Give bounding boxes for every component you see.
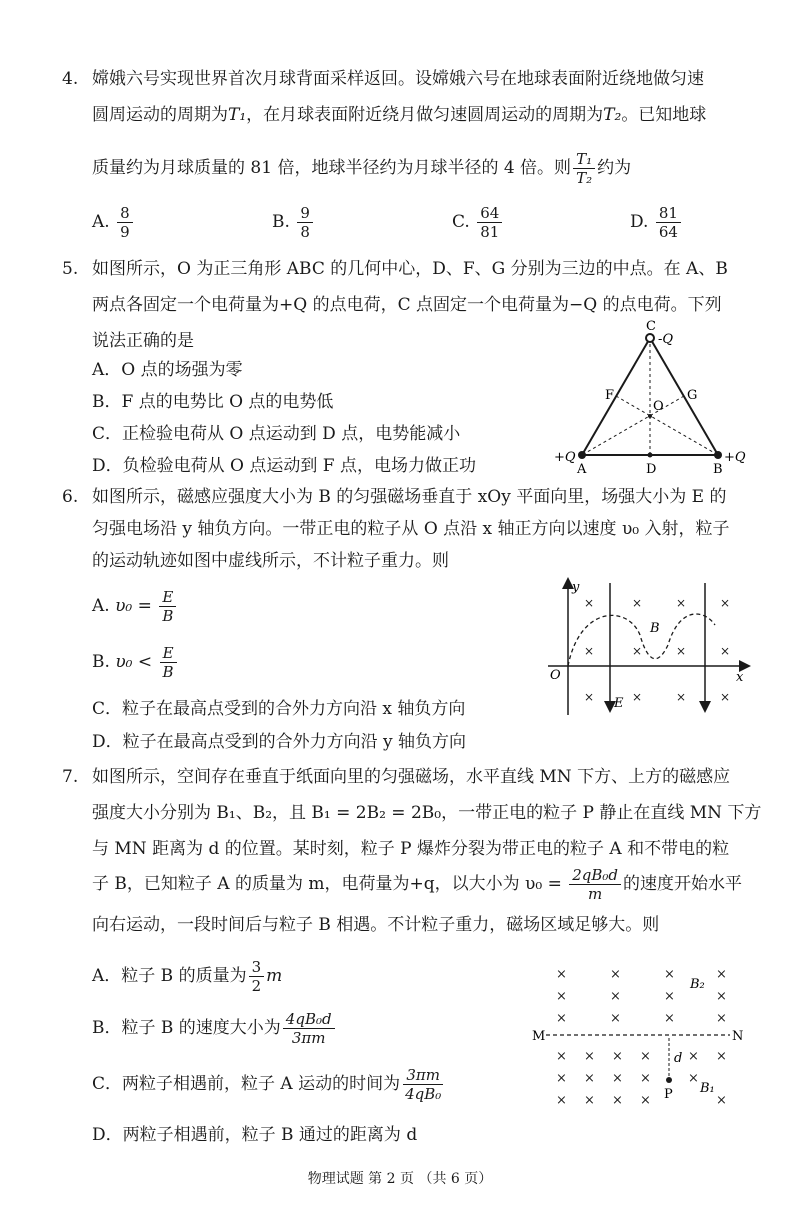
particle-p	[666, 1077, 672, 1083]
cross: ×	[676, 596, 687, 610]
label-e: E	[614, 696, 624, 711]
q4-option-a-num: 8	[117, 204, 133, 223]
label-o: O	[550, 668, 561, 683]
page-footer: 物理试题 第 2 页 （共 6 页）	[307, 1171, 493, 1187]
cross: ×	[688, 1071, 699, 1086]
trajectory-dashed	[568, 614, 715, 666]
q4-number: 4.	[62, 69, 79, 89]
q7-option-b-num: 4qB₀d	[283, 1010, 335, 1029]
cross: ×	[610, 967, 621, 982]
q7-option-d: D．两粒子相遇前，粒子 B 通过的距离为 d	[92, 1125, 418, 1145]
q4-option-b-label: B.	[272, 212, 290, 232]
point-o	[648, 414, 652, 418]
q6-line1: 如图所示，磁感应强度大小为 B 的匀强磁场垂直于 xOy 平面向里，场强大小为 E 的	[92, 487, 727, 507]
b2-region-crosses	[556, 967, 727, 1026]
q6-option-a-den: B	[162, 607, 174, 625]
label-a: A	[577, 462, 587, 477]
q7-option-a-tail: m	[266, 966, 283, 986]
q7-option-b-text: B．粒子 B 的速度大小为	[92, 1018, 281, 1038]
q7-option-c-num: 3πm	[403, 1066, 443, 1085]
q4-option-b-den: 8	[300, 223, 310, 241]
q7-line4-text-b: 的速度开始水平	[623, 874, 743, 894]
charge-b	[714, 451, 722, 459]
label-c: C	[646, 319, 656, 334]
label-g: G	[687, 388, 698, 403]
q7-option-a	[92, 954, 282, 998]
q7-magnetic-figure	[530, 958, 770, 1108]
q4-option-d-num: 81	[656, 204, 681, 223]
q4-line3-text: 质量约为月球质量的 81 倍，地球半径约为月球半径的 4 倍。则	[92, 158, 572, 178]
cross: ×	[640, 1071, 651, 1086]
q4-ratio-den: T₂	[576, 169, 593, 187]
q5-option-d: D．负检验电荷从 O 点运动到 F 点，电场力做正功	[92, 456, 476, 476]
cross: ×	[610, 989, 621, 1004]
q7-number: 7.	[62, 767, 79, 787]
cross: ×	[640, 1093, 651, 1108]
q4-t2: T₂	[603, 105, 622, 125]
q4-option-c	[452, 202, 504, 242]
cross: ×	[664, 989, 675, 1004]
q4-option-c-den: 81	[480, 223, 500, 241]
cross: ×	[556, 1011, 567, 1026]
cross: ×	[720, 596, 731, 610]
cross: ×	[716, 1049, 727, 1064]
cross: ×	[640, 1049, 651, 1064]
q4-ratio-fraction	[573, 150, 595, 187]
cross: ×	[676, 690, 687, 704]
q6-option-c: C．粒子在最高点受到的合外力方向沿 x 轴负方向	[92, 699, 466, 719]
label-y: y	[572, 580, 580, 595]
cross: ×	[610, 1011, 621, 1026]
q4-line2-text-b: ，在月球表面附近绕月做匀速圆周运动的周期为	[246, 105, 604, 125]
cross: ×	[584, 1049, 595, 1064]
label-n: N	[732, 1029, 744, 1044]
q4-option-d-den: 64	[658, 223, 678, 241]
label-pos-q-left: +Q	[554, 450, 576, 465]
label-neg-q: -Q	[658, 332, 674, 347]
q6-option-d: D．粒子在最高点受到的合外力方向沿 y 轴负方向	[92, 732, 467, 752]
q6-line2: 匀强电场沿 y 轴负方向。一带正电的粒子从 O 点沿 x 轴正方向以速度 υ₀ 入射，粒子	[92, 519, 730, 539]
q6-field-figure	[540, 575, 760, 720]
q4-line2-text-a: 圆周运动的周期为	[92, 105, 228, 125]
cross: ×	[612, 1093, 623, 1108]
q7-option-c-den: 4qB₀	[405, 1085, 442, 1103]
median-ga	[582, 396, 684, 455]
label-d: D	[646, 462, 657, 477]
q4-option-c-num: 64	[477, 204, 502, 223]
cross: ×	[584, 1071, 595, 1086]
median-fb	[616, 396, 718, 455]
q4-line2	[92, 104, 706, 126]
q6-option-b-label: B.	[92, 652, 110, 672]
q5-number: 5.	[62, 259, 79, 279]
q7-option-c-text: C．两粒子相遇前，粒子 A 运动的时间为	[92, 1074, 401, 1094]
q4-ratio-num: T₁	[573, 150, 595, 169]
q4-t1: T₁	[228, 105, 247, 125]
q5-line3: 说法正确的是	[92, 331, 194, 351]
q6-number: 6.	[62, 487, 79, 507]
q7-line3: 与 MN 距离为 d 的位置。某时刻，粒子 P 爆炸分裂为带正电的粒子 A 和不带电的粒	[92, 839, 730, 859]
q4-option-d-label: D.	[630, 212, 649, 232]
cross: ×	[584, 644, 595, 658]
q7-option-a-den: 2	[251, 977, 262, 995]
label-m: M	[532, 1029, 546, 1044]
q5-option-c: C．正检验电荷从 O 点运动到 D 点，电势能减小	[92, 424, 461, 444]
label-p: P	[664, 1087, 673, 1102]
cross: ×	[612, 1071, 623, 1086]
cross: ×	[584, 596, 595, 610]
q6-option-a-label: A.	[92, 596, 110, 616]
q7-v0-den: m	[588, 885, 603, 903]
q5-triangle-figure	[550, 310, 760, 480]
cross: ×	[720, 644, 731, 658]
cross: ×	[676, 644, 687, 658]
b1-region-crosses	[556, 1049, 727, 1108]
cross: ×	[716, 1093, 727, 1108]
q7-v0-num: 2qB₀d	[569, 866, 621, 885]
point-d	[648, 453, 653, 458]
q4-option-c-label: C.	[452, 212, 470, 232]
label-b: B	[713, 462, 723, 477]
q5-option-a: A．O 点的场强为零	[92, 360, 243, 380]
cross: ×	[688, 1049, 699, 1064]
q7-line4-text-a: 子 B，已知粒子 A 的质量为 m，电荷量为+q，以大小为 υ₀ =	[92, 874, 562, 894]
q7-option-c	[92, 1062, 446, 1106]
q4-line1: 嫦娥六号实现世界首次月球背面采样返回。设嫦娥六号在地球表面附近绕地做匀速	[92, 69, 704, 89]
q4-option-d	[630, 202, 683, 242]
q7-option-b-den: 3πm	[291, 1029, 326, 1047]
cross: ×	[556, 1049, 567, 1064]
q4-option-b	[272, 202, 315, 242]
q4-option-a-den: 9	[120, 223, 130, 241]
cross: ×	[556, 967, 567, 982]
q4-option-a-label: A.	[92, 212, 110, 232]
q6-option-b-lhs: υ₀ <	[115, 652, 153, 672]
cross: ×	[716, 989, 727, 1004]
cross: ×	[556, 1071, 567, 1086]
cross: ×	[664, 967, 675, 982]
cross: ×	[716, 967, 727, 982]
q4-line3-tail: 约为	[597, 158, 632, 178]
q7-line5: 向右运动，一段时间后与粒子 B 相遇。不计粒子重力，磁场区域足够大。则	[92, 915, 660, 935]
q4-line2-text-c: 。已知地球	[621, 105, 707, 125]
label-o: O	[653, 399, 664, 414]
q5-line2: 两点各固定一个电荷量为+Q 的点电荷，C 点固定一个电荷量为−Q 的点电荷。下列	[92, 295, 722, 315]
label-b: B	[650, 621, 660, 636]
cross: ×	[632, 596, 643, 610]
q7-option-a-text: A．粒子 B 的质量为	[92, 966, 247, 986]
q6-line3: 的运动轨迹如图中虚线所示，不计粒子重力。则	[92, 551, 449, 571]
q7-option-a-num: 3	[249, 958, 265, 977]
label-d: d	[674, 1051, 683, 1066]
cross: ×	[556, 989, 567, 1004]
q6-option-a-num: E	[159, 588, 176, 607]
cross: ×	[716, 1011, 727, 1026]
q5-line1: 如图所示，O 为正三角形 ABC 的几何中心，D、F、G 分别为三边的中点。在 A、B	[92, 259, 728, 279]
label-b1: B₁	[700, 1081, 715, 1096]
q4-line3	[92, 148, 631, 188]
q6-option-b	[92, 640, 179, 684]
label-f: F	[605, 388, 615, 403]
q7-line1: 如图所示，空间存在垂直于纸面向里的匀强磁场，水平直线 MN 下方、上方的磁感应	[92, 767, 731, 787]
label-b2: B₂	[690, 977, 705, 992]
q6-option-b-num: E	[160, 644, 177, 663]
label-pos-q-right: +Q	[724, 450, 746, 465]
q6-option-b-den: B	[162, 663, 174, 681]
charge-c	[646, 334, 654, 342]
label-x: x	[736, 670, 744, 685]
cross: ×	[584, 690, 595, 704]
q6-option-a-lhs: υ₀ =	[115, 596, 152, 616]
q4-option-a	[92, 202, 135, 242]
cross: ×	[720, 690, 731, 704]
q6-option-a	[92, 584, 178, 628]
q5-option-b: B．F 点的电势比 O 点的电势低	[92, 392, 334, 412]
b-field-crosses	[584, 596, 730, 704]
cross: ×	[632, 644, 643, 658]
cross: ×	[612, 1049, 623, 1064]
cross: ×	[584, 1093, 595, 1108]
q7-option-b	[92, 1006, 337, 1050]
q7-line4	[92, 862, 742, 906]
q7-line2: 强度大小分别为 B₁、B₂，且 B₁ = 2B₂ = 2B₀，一带正电的粒子 P 静止在直线 MN 下方	[92, 803, 762, 823]
cross: ×	[556, 1093, 567, 1108]
charge-a	[578, 451, 586, 459]
cross: ×	[664, 1011, 675, 1026]
cross: ×	[632, 690, 643, 704]
q4-option-b-num: 9	[297, 204, 313, 223]
